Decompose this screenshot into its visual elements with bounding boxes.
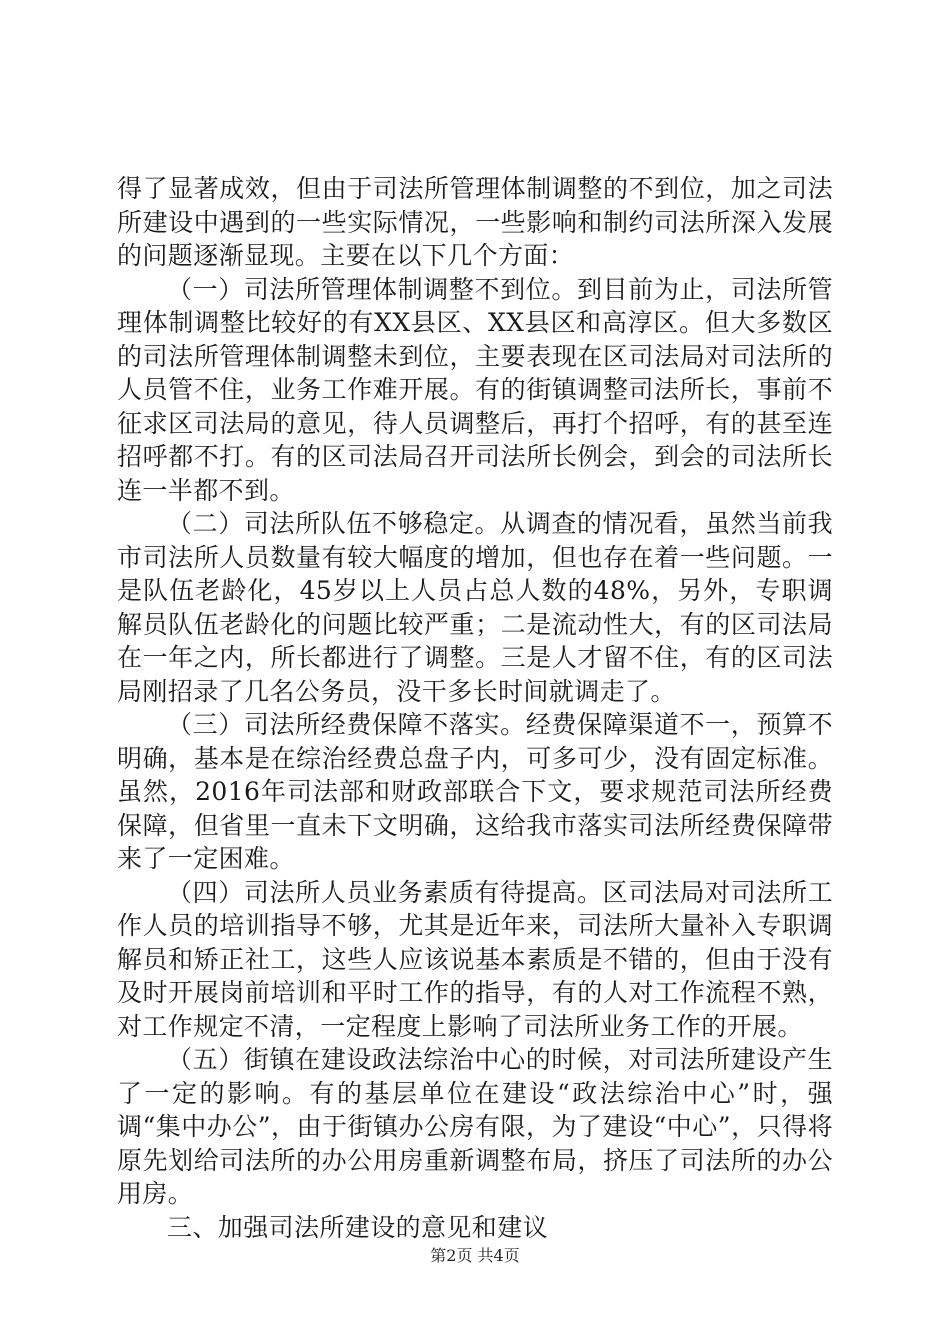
page-number-footer: 第2页 共4页 — [430, 1246, 520, 1265]
paragraph-section-1: （一）司法所管理体制调整不到位。到目前为止，司法所管理体制调整比较好的有XX县区、XX县区和高淳区。但大多数区的司法所管理体制调整未到位，主要表现在区司法局对司法所的人员管不住，业务工作难开展。有的街镇调整司法所长，事前不征求区司法局的意见，待人员调整后，再打个招呼，有的甚至连招呼都不打。有的区司法局召开司法所长例会，到会的司法所长连一半都不到。 — [117, 274, 833, 505]
paragraph-section-4: （四）司法所人员业务素质有待提高。区司法局对司法所工作人员的培训指导不够，尤其是近年来，司法所大量补入专职调解员和矫正社工，这些人应该说基本素质是不错的，但由于没有及时开展岗前培训和平时工作的指导，有的人对工作流程不熟，对工作规定不清，一定程度上影响了司法所业务工作的开展。 — [117, 877, 833, 1041]
paragraph-section-5: （五）街镇在建设政法综治中心的时候，对司法所建设产生了一定的影响。有的基层单位在建设“政法综治中心”时，强调“集中办公”，由于街镇办公房有限，为了建设“中心”，只得将原先划给司法所的办公用房重新调整布局，挤压了司法所的办公用房。 — [117, 1045, 833, 1208]
document-body — [117, 172, 833, 1244]
section-heading: 三、加强司法所建设的意见和建议 — [167, 1212, 549, 1242]
paragraph-continuation: 得了显著成效，但由于司法所管理体制调整的不到位，加之司法所建设中遇到的一些实际情况，一些影响和制约司法所深入发展的问题逐渐显现。主要在以下几个方面： — [117, 174, 833, 270]
paragraph-section-3: （三）司法所经费保障不落实。经费保障渠道不一，预算不明确，基本是在综治经费总盘子内，可多可少，没有固定标准。虽然，2016年司法部和财政部联合下文，要求规范司法所经费保障，但省里一直未下文明确，这给我市落实司法所经费保障带来了一定困难。 — [117, 710, 833, 873]
paragraph-section-2: （二）司法所队伍不够稳定。从调查的情况看，虽然当前我市司法所人员数量有较大幅度的增加，但也存在着一些问题。一是队伍老龄化，45岁以上人员占总人数的48%，另外，专职调解员队伍老龄化的问题比较严重；二是流动性大，有的区司法局在一年之内，所长都进行了调整。三是人才留不住，有的区司法局刚招录了几名公务员，没干多长时间就调走了。 — [117, 509, 833, 706]
